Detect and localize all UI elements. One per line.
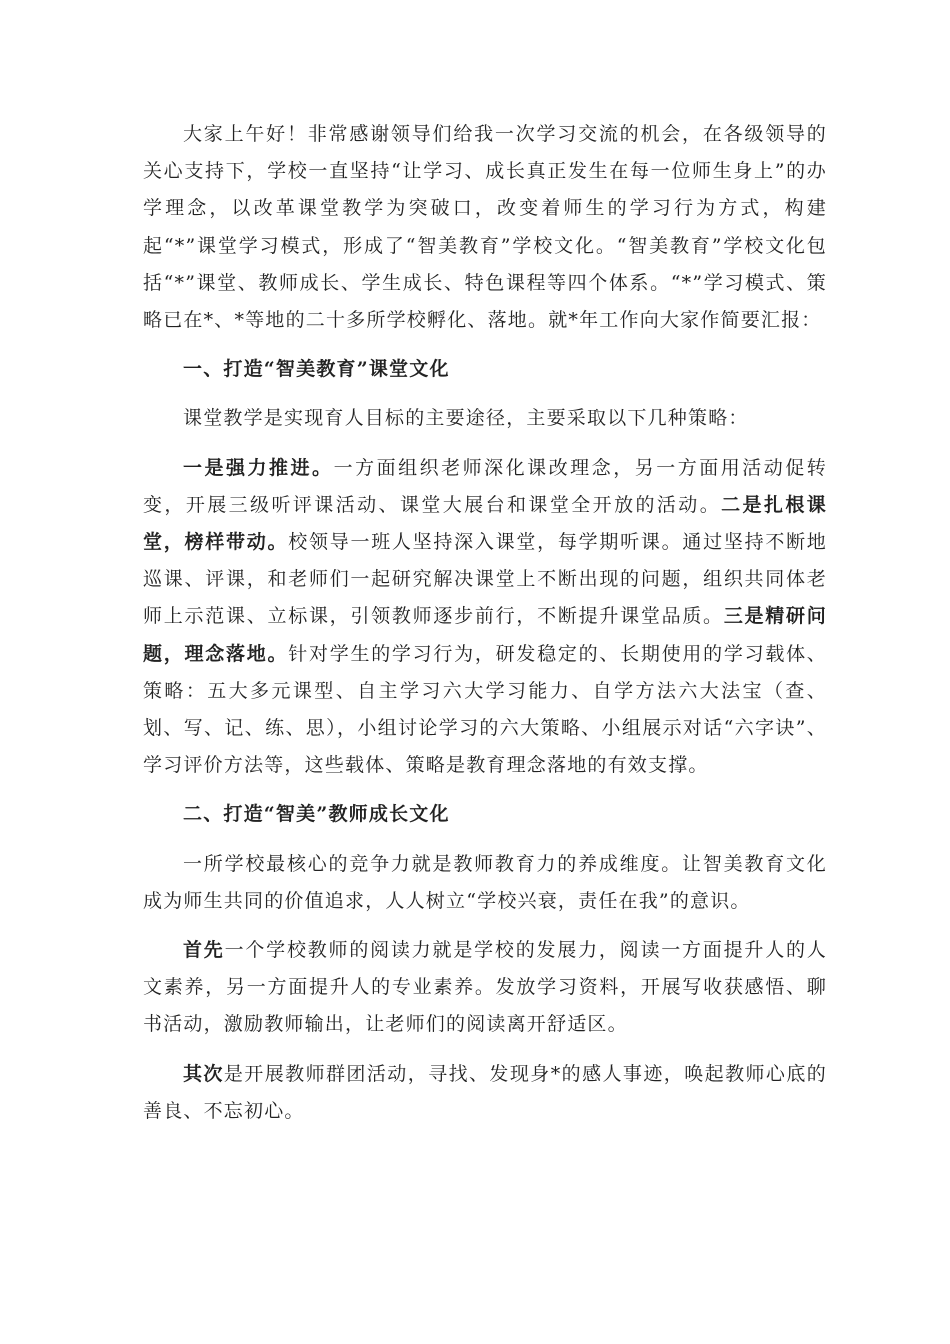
intro-text: 大家上午好！非常感谢领导们给我一次学习交流的机会，在各级领导的关心支持下，学校一直坚持“让学习、成长真正发生在每一位师生身上”的办学理念，以改革课堂教学为突破口，改变着师生的学习行为方式，构建起“*”课堂学习模式，形成了“智美教育”学校文化。“智美教育”学校文化包括“*”课堂、教师成长、学生成长、特色课程等四个体系。“*”学习模式、策略已在*、*等地的二十多所学校孵化、落地。就*年工作向大家作简要汇报： [143,123,827,332]
document-body [143,116,827,1142]
section-1-heading: 一、打造“智美教育”课堂文化 [183,358,450,381]
first-point-title: 首先 [183,939,225,962]
section-2-lead: 一所学校最核心的竞争力就是教师教育力的养成维度。让智美教育文化成为师生共同的价值追求，人人树立“学校兴衰，责任在我”的意识。 [143,852,827,912]
first-point-text: 一个学校教师的阅读力就是学校的发展力，阅读一方面提升人的人文素养，另一方面提升人的专业素养。发放学习资料，开展写收获感悟、聊书活动，激励教师输出，让老师们的阅读离开舒适区。 [143,939,827,1036]
strategy-1-text: 一方面组织老师深化课改理念，另一方面用活动促转变，开展三级听评课活动、课堂大展台和课堂全开放的活动。 [143,456,827,516]
strategy-3-text: 针对学生的学习行为，研发稳定的、长期使用的学习载体、策略：五大多元课型、自主学习六大学习能力、自学方法六大法宝（查、划、写、记、练、思），小组讨论学习的六大策略、小组展示对话“六字诀”、学习评价方法等，这些载体、策略是教育理念落地的有效支撑。 [143,642,828,777]
section-1-strategies-paragraph [143,450,827,785]
second-point-title: 其次 [183,1062,224,1085]
section-2-paragraph-first [143,932,827,1044]
strategy-2-text: 校领导一班人坚持深入课堂，每学期听课。通过坚持不断地巡课、评课，和老师们一起研究解决课堂上不断出现的问题，组织共同体老师上示范课、立标课，引领教师逐步前行，不断提升课堂品质。 [143,531,828,628]
strategy-2-title: 二是扎根课堂，榜样带动。 [143,493,827,554]
strategy-3-title: 三是精研问题，理念落地。 [143,605,827,665]
section-2-heading: 二、打造“智美”教师成长文化 [183,803,450,826]
intro-paragraph [143,116,827,339]
section-2-paragraph-second [143,1056,827,1130]
second-point-text: 是开展教师群团活动，寻找、发现身*的感人事迹，唤起教师心底的善良、不忘初心。 [143,1062,827,1122]
strategy-1-title: 一是强力推进。 [183,456,334,479]
section-1-lead: 课堂教学是实现育人目标的主要途径，主要采取以下几种策略： [183,407,749,430]
